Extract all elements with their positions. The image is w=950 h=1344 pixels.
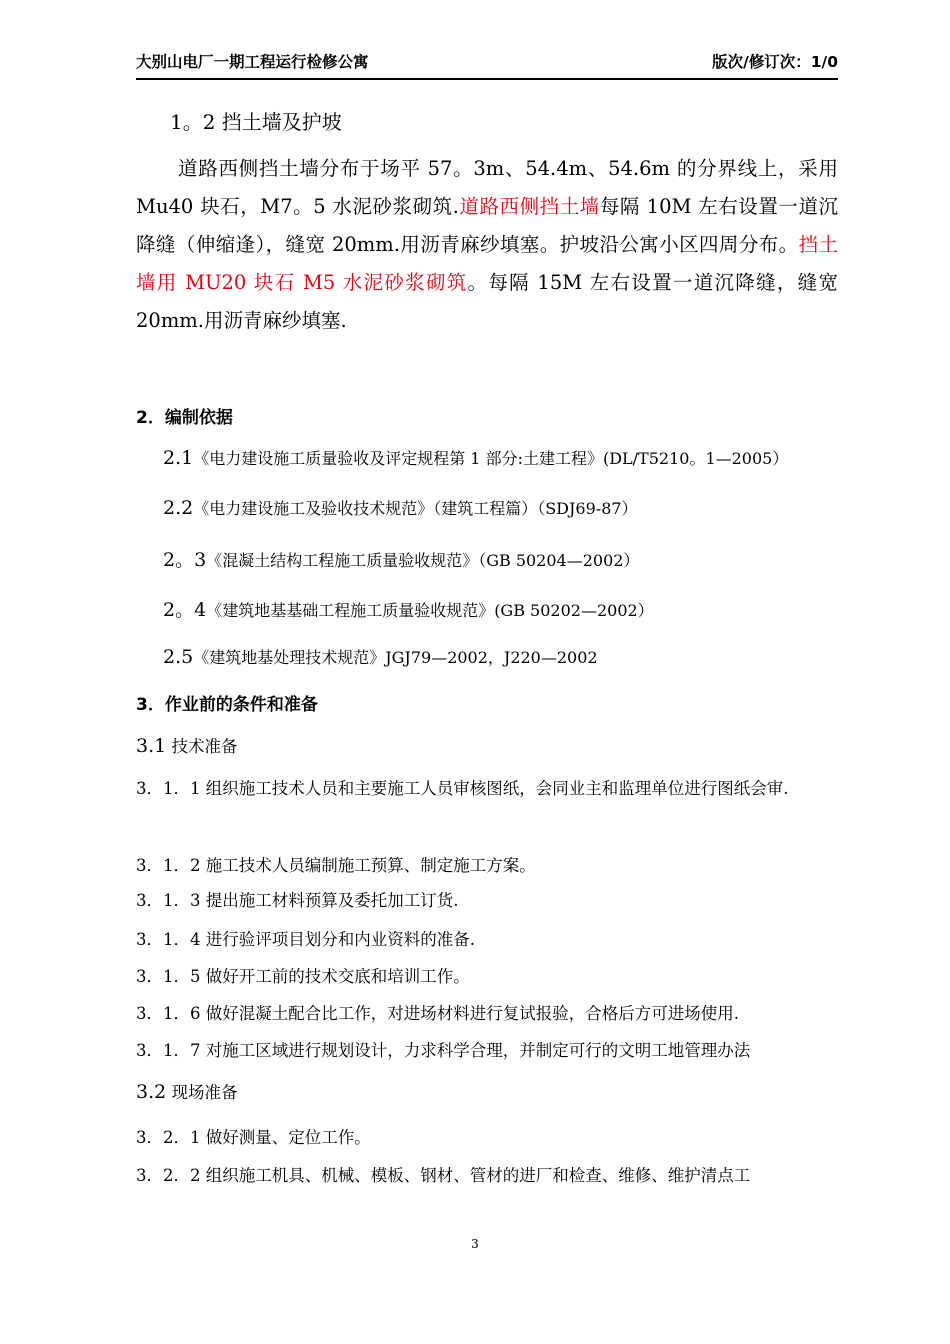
list-item: 3．2．2 组织施工机具、机械、模板、钢材、管材的进厂和检查、维修、维护清点工 — [136, 1166, 751, 1185]
reference-item — [163, 595, 654, 622]
list-item: 3．1．1 组织施工技术人员和主要施工人员审核图纸，会同业主和监理单位进行图纸会审. — [136, 779, 789, 798]
paragraph-retaining-wall — [136, 150, 838, 340]
list-item: 3．1．6 做好混凝土配合比工作，对进场材料进行复试报验，合格后方可进场使用. — [136, 1004, 739, 1023]
subsection-3-2 — [136, 1079, 237, 1103]
reference-number: 2.2 — [163, 497, 194, 519]
reference-number: 2.1 — [163, 447, 194, 469]
reference-number: 2.5 — [163, 646, 194, 668]
list-item: 3．1．7 对施工区域进行规划设计，力求科学合理，并制定可行的文明工地管理办法 — [136, 1041, 751, 1060]
subsection-label: 现场准备 — [171, 1083, 238, 1102]
section-title-3: 3．作业前的条件和准备 — [136, 695, 318, 715]
subsection-title-1-2: 1。2 挡土墙及护坡 — [170, 110, 342, 134]
paragraph-text: 每隔 10M 左右设置一道沉降缝（伸缩逢），缝宽 20mm.用沥青麻纱填塞。护坡沿公寓小区四周分布。 — [136, 195, 838, 256]
subsection-number: 3.2 — [136, 1081, 167, 1103]
list-item: 3．1．4 进行验评项目划分和内业资料的准备. — [136, 930, 475, 949]
paragraph-text: 。每隔 15M 左右设置一道沉降缝，缝宽 20mm.用沥青麻纱填塞. — [136, 271, 838, 332]
header-project-title: 大别山电厂一期工程运行检修公寓 — [136, 53, 369, 71]
reference-text: 《建筑地基基础工程施工质量验收规范》(GB 50202—2002） — [206, 601, 654, 620]
header-revision: 版次/修订次：1/0 — [712, 53, 838, 71]
reference-item — [163, 496, 638, 519]
subsection-3-1 — [136, 733, 237, 757]
list-item: 3．1．3 提出施工材料预算及委托加工订货. — [136, 891, 459, 910]
reference-text: 《建筑地基处理技术规范》JGJ79—2002，J220—2002 — [193, 648, 598, 667]
reference-number: 2。3 — [163, 549, 207, 571]
reference-item — [163, 645, 598, 668]
reference-item — [163, 446, 788, 469]
subsection-number: 3.1 — [136, 735, 167, 757]
list-item: 3．1．5 做好开工前的技术交底和培训工作。 — [136, 967, 470, 986]
reference-text: 《电力建设施工及验收技术规范》（建筑工程篇）（SDJ69-87） — [193, 499, 638, 518]
page-number: 3 — [471, 1237, 479, 1251]
list-item: 3．2．1 做好测量、定位工作。 — [136, 1128, 371, 1147]
highlight-text: 道路西侧挡土墙 — [458, 195, 600, 218]
list-item: 3．1．2 施工技术人员编制施工预算、制定施工方案。 — [136, 856, 536, 875]
highlight-text: 挡土墙用 MU20 块石 M5 水泥砂浆砌筑 — [136, 233, 838, 294]
reference-number: 2。4 — [163, 599, 207, 621]
reference-text: 《混凝土结构工程施工质量验收规范》（GB 50204—2002） — [206, 551, 640, 570]
section-title-2: 2．编制依据 — [136, 408, 233, 428]
subsection-label: 技术准备 — [171, 737, 238, 756]
reference-text: 《电力建设施工质量验收及评定规程第 1 部分:土建工程》(DL/T5210。1—2005） — [193, 449, 789, 468]
reference-item — [163, 545, 639, 572]
page-header — [136, 50, 838, 80]
paragraph-text: 道路西侧挡土墙分布于场平 57。3m、54.4m、54.6m 的分界线上，采用 Mu40 块石，M7。5 水泥砂浆砌筑. — [136, 157, 838, 218]
